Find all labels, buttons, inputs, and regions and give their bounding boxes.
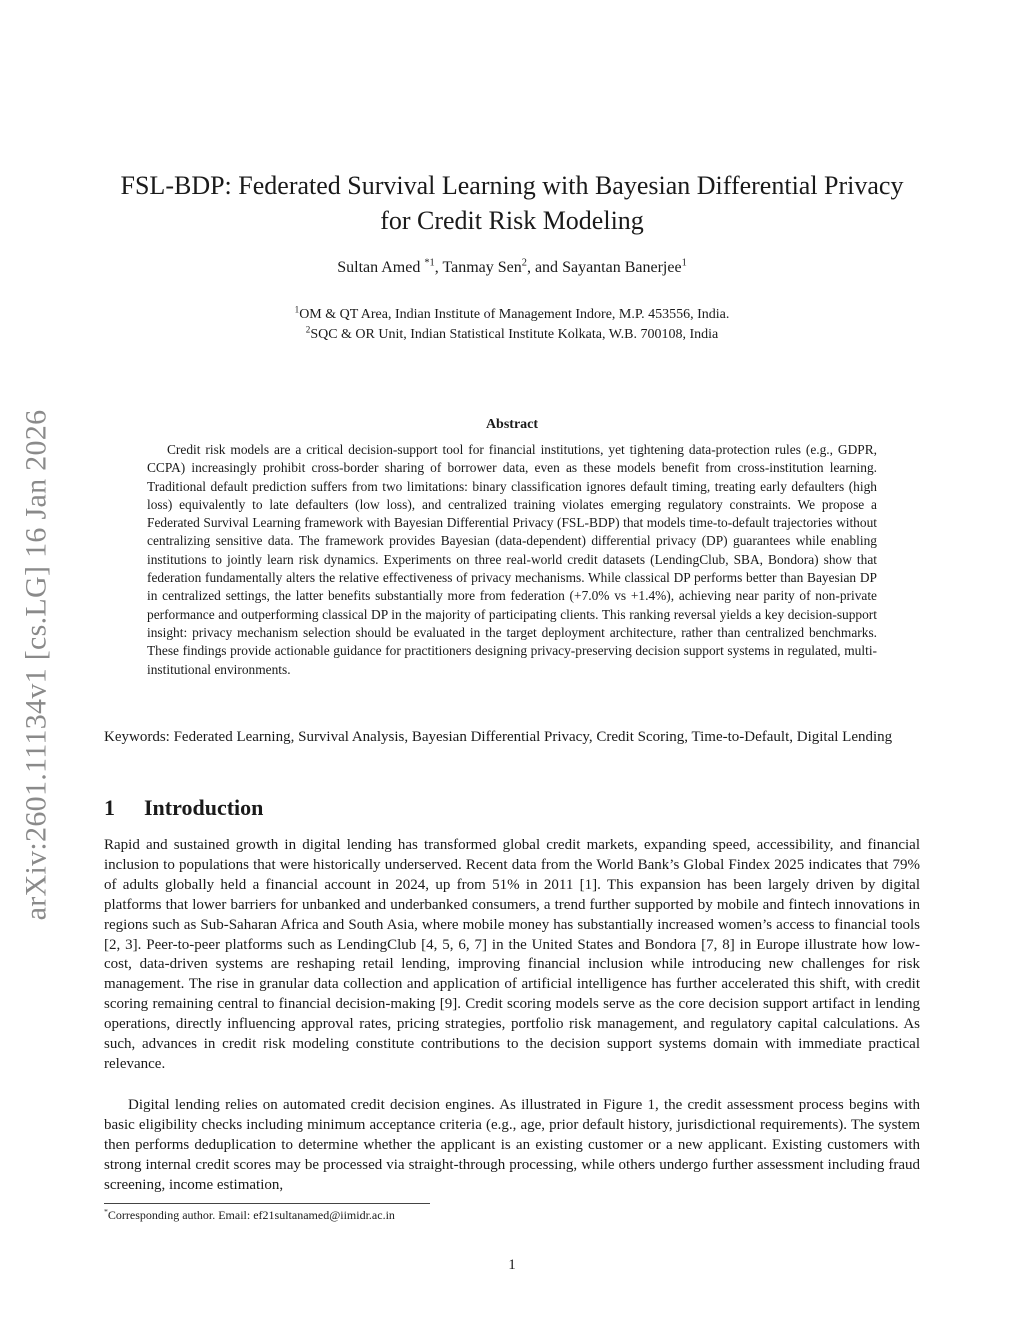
footnote [104, 1208, 920, 1223]
author-separator: , and [526, 259, 563, 276]
author-name: Sultan Amed [337, 259, 425, 276]
author-affiliation-mark: *1 [424, 257, 435, 269]
affiliation-mark: 2 [305, 324, 311, 335]
section-number: 1 [104, 795, 115, 820]
author-separator: , [434, 259, 443, 276]
section-heading [104, 795, 263, 821]
abstract-text: Credit risk models are a critical decision-support tool for financial institutions, yet tightening data-protection rules (e.g., GDPR, CCPA) increasingly prohibit cross-border sharing of borrower data, even as these models benefit from cross-institution learning. Traditional default prediction suffers from two limitations: binary classification ignores default timing, treating early defaulters (high loss) equivalently to late defaulters (low loss), and centralized training violates emerging regulatory constraints. We propose a Federated Survival Learning framework with Bayesian Differential Privacy (FSL-BDP) that models time-to-default trajectories without centralizing sensitive data. The framework provides Bayesian (data-dependent) differential privacy (DP) guarantees while enabling institutions to jointly learn risk dynamics. Experiments on three real-world credit datasets (LendingClub, SBA, Bondora) show that federation fundamentally alters the relative effectiveness of privacy mechanisms. While classical DP performs better than Bayesian DP in centralized settings, the latter benefits substantially more from federation (+7.0% vs +1.4%), achieving near parity of non-private performance and outperforming classical DP in the majority of participating clients. This ranking reversal yields a key decision-support insight: privacy mechanism selection should be evaluated in the target deployment architecture, rather than centralized benchmarks. These findings provide actionable guidance for practitioners designing privacy-preserving decision support systems in regulated, multi-institutional environments. [147, 442, 877, 677]
section-title: Introduction [144, 795, 264, 820]
body-paragraph-1: Rapid and sustained growth in digital lending has transformed global credit markets, expanding speed, accessibility, and financial inclusion to populations that were historically underserved. Recent data from the World Bank’s Global Findex 2025 indicates that 79% of adults globally held a financial account in 2024, up from 51% in 2011 [1]. This expansion has been largely driven by digital platforms that lower barriers for unbanked and underbanked consumers, a trend further supported by mobile and fintech innovations in regions such as Sub-Saharan Africa and South Asia, where mobile money has substantially increased women’s access to financial tools [2, 3]. Peer-to-peer platforms such as LendingClub [4, 5, 6, 7] in the United States and Bondora [7, 8] in Europe illustrate how low-cost, data-driven systems are reshaping retail lending, improving financial inclusion while introducing new challenges for risk management. The rise in granular data collection and application of artificial intelligence has further accelerated this shift, with credit scoring remaining central to financial decision-making [9]. Credit scoring models serve as the core decision support artifact in lending operations, directly influencing approval rates, pricing strategies, portfolio risk management, and regulatory capital calculations. As such, advances in credit risk modeling constitute contributions to the decision support systems domain with immediate practical relevance. [104, 837, 920, 1072]
keywords: Keywords: Federated Learning, Survival Analysis, Bayesian Differential Privacy, Credit Scoring, Time-to-Default, Digital Lending [104, 729, 893, 745]
footnote-mark: * [104, 1207, 108, 1216]
footnote-rule [104, 1203, 430, 1204]
body-paragraph-2: Digital lending relies on automated credit decision engines. As illustrated in Figure 1, the credit assessment process begins with basic eligibility checks including minimum acceptance criteria (e.g., age, prior default history, jurisdictional requirements). The system then performs deduplication to determine whether the applicant is an existing customer or a new applicant. Existing customers with strong internal credit scores may be processed via straight-through processing, while others undergo further assessment including fraud screening, income estimation, [104, 1097, 920, 1193]
author-name: Tanmay Sen [442, 259, 522, 276]
affiliation-text: OM & QT Area, Indian Institute of Management Indore, M.P. 453556, India. [299, 307, 730, 322]
author-affiliation-mark: 1 [681, 257, 687, 269]
footnote-text: Corresponding author. Email: ef21sultanamed@iimidr.ac.in [107, 1208, 395, 1222]
author-list [104, 259, 920, 277]
author-affiliation-mark: 2 [521, 257, 527, 269]
paper-title: FSL-BDP: Federated Survival Learning with Bayesian Differential Privacy for Credit Risk Modeling [120, 171, 904, 235]
affiliation-2 [104, 324, 920, 343]
affiliation-mark: 1 [294, 304, 300, 315]
arxiv-sidebar-stamp [8, 375, 64, 955]
page-number: 1 [508, 1257, 516, 1273]
arxiv-id: arXiv:2601.11134v1 [cs.LG] 16 Jan 2026 [19, 409, 53, 921]
affiliation-1 [104, 304, 920, 323]
author-name: Sayantan Banerjee [562, 259, 682, 276]
affiliation-text: SQC & OR Unit, Indian Statistical Institute Kolkata, W.B. 700108, India [310, 327, 719, 342]
abstract-heading: Abstract [485, 417, 539, 432]
